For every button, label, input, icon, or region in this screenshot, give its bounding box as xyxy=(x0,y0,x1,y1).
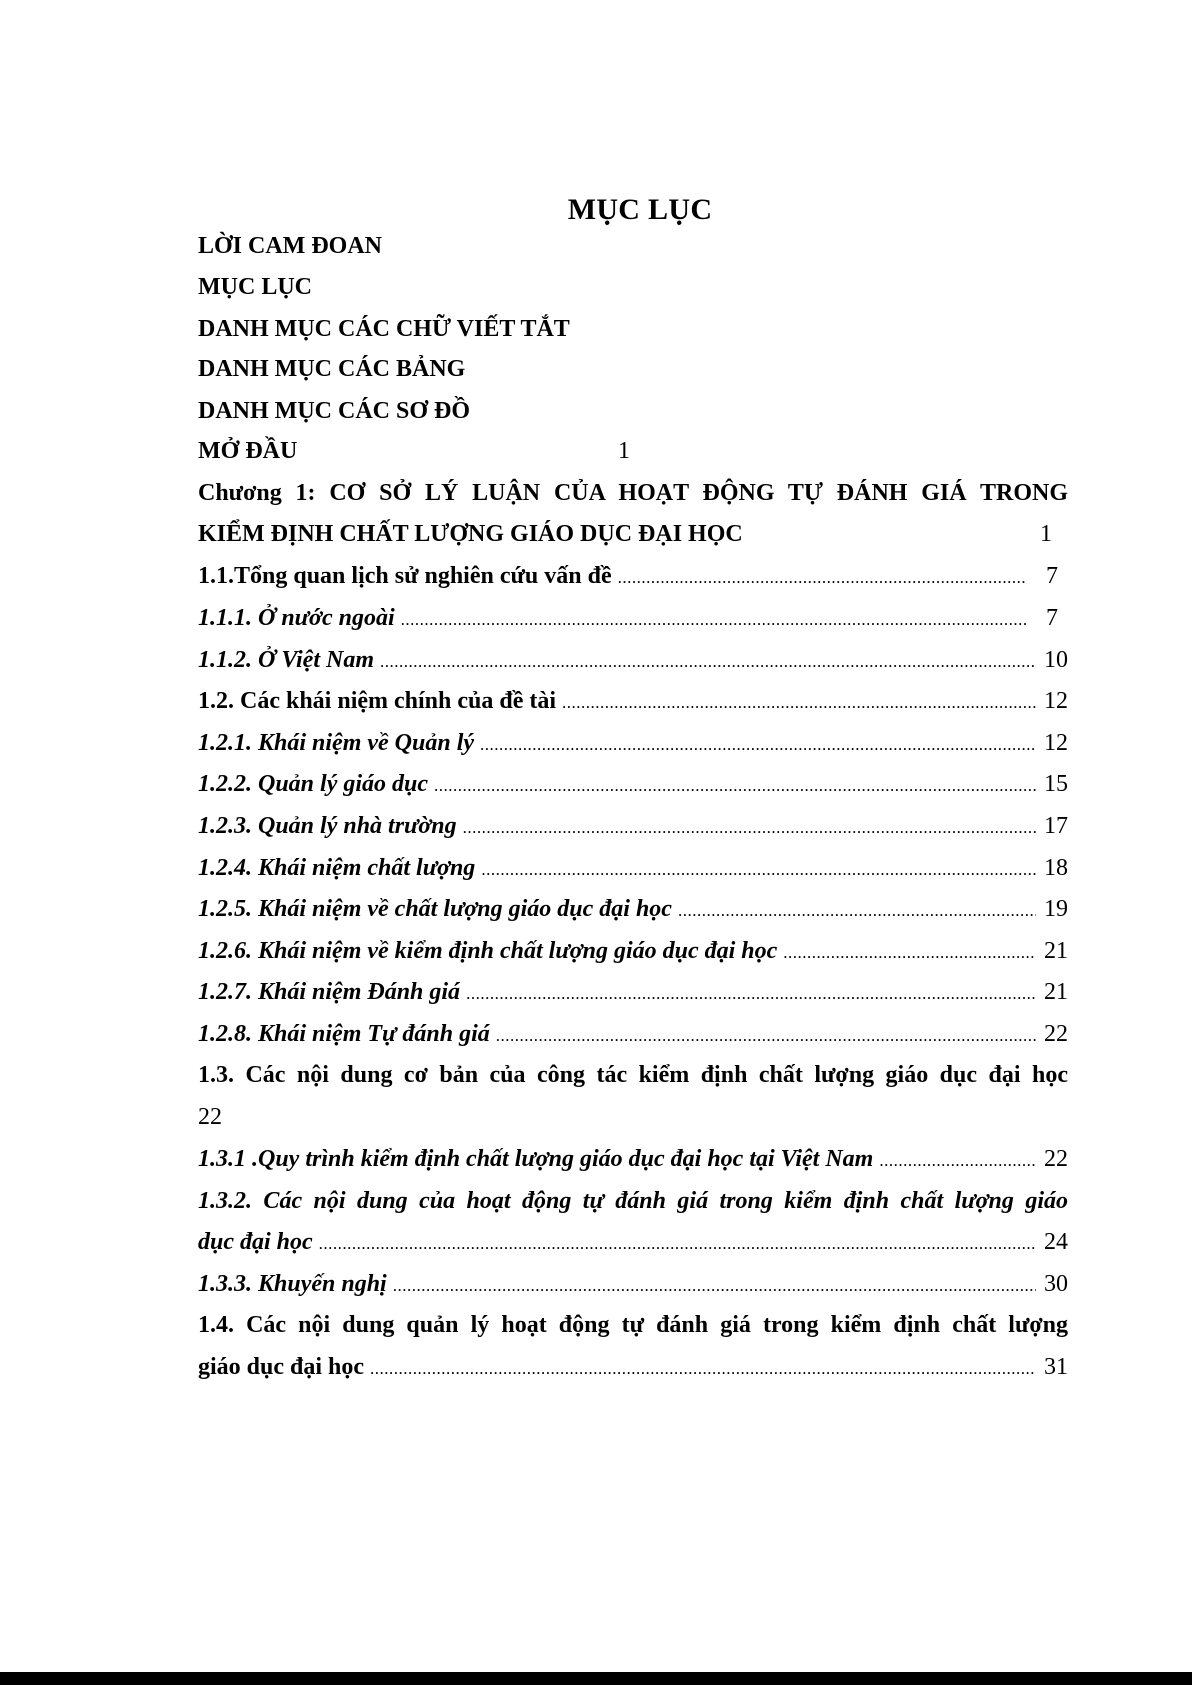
toc-entry xyxy=(198,643,1068,677)
toc-chapter-title-line2: KIỂM ĐỊNH CHẤT LƯỢNG GIÁO DỤC ĐẠI HỌC xyxy=(198,521,743,547)
toc-entry-page: 10 xyxy=(1044,647,1068,673)
toc-entry-page: 7 xyxy=(1046,605,1058,631)
page-bottom-border xyxy=(0,1672,1192,1685)
toc-intro xyxy=(198,434,1068,468)
toc-leader-dots xyxy=(678,894,1036,928)
toc-leader-dots xyxy=(393,1269,1036,1303)
toc-entry xyxy=(198,601,1058,635)
toc-chapter-page: 1 xyxy=(1040,521,1052,547)
toc-entry-page: 7 xyxy=(1046,563,1058,589)
toc-entry xyxy=(198,559,1058,593)
toc-entry xyxy=(198,1017,1068,1051)
toc-entry-page: 22 xyxy=(1044,1146,1068,1172)
toc-entry-page: 15 xyxy=(1044,771,1068,797)
toc-section-title: 1.3. Các nội dung cơ bản của công tác kiểm định chất lượng giáo dục đại học xyxy=(198,1062,1068,1088)
toc-entry-label: 1.2.8. Khái niệm Tự đánh giá xyxy=(198,1021,490,1047)
toc-leader-dots xyxy=(380,645,1036,679)
toc-entry xyxy=(198,892,1068,926)
toc-entry-label: 1.2.3. Quản lý nhà trường xyxy=(198,813,457,839)
toc-entry xyxy=(198,975,1068,1009)
toc-front-matter-item: DANH MỤC CÁC BẢNG xyxy=(198,356,466,382)
toc-entry-page: 19 xyxy=(1044,896,1068,922)
toc-entry-label: 1.2.5. Khái niệm về chất lượng giáo dục đại học xyxy=(198,896,672,922)
toc-entry-label: 1.2. Các khái niệm chính của đề tài xyxy=(198,688,557,714)
toc-intro-page: 1 xyxy=(618,438,630,464)
toc-entry xyxy=(198,1142,1068,1176)
toc-leader-dots xyxy=(463,811,1036,845)
toc-entry-label: 1.2.2. Quản lý giáo dục xyxy=(198,771,429,797)
toc-entry xyxy=(198,809,1068,843)
toc-front-matter-item: DANH MỤC CÁC CHỮ VIẾT TẮT xyxy=(198,316,570,342)
toc-entry-page: 18 xyxy=(1044,855,1068,881)
toc-leader-dots xyxy=(481,853,1036,887)
toc-leader-dots xyxy=(319,1227,1036,1261)
toc-entry xyxy=(198,851,1068,885)
toc-entry-page: 21 xyxy=(1044,938,1068,964)
toc-leader-dots xyxy=(618,561,1026,595)
toc-entry-label: 1.1.Tổng quan lịch sử nghiên cứu vấn đề xyxy=(198,563,612,589)
toc-intro-label: MỞ ĐẦU xyxy=(198,438,298,464)
toc-entry-label: 1.1.2. Ở Việt Nam xyxy=(198,647,375,673)
toc-entry xyxy=(198,934,1068,968)
toc-entry-label: 1.3.1 .Quy trình kiểm định chất lượng giáo dục đại học tại Việt Nam xyxy=(198,1146,874,1172)
toc-entry xyxy=(198,1350,1068,1384)
toc-front-matter-item: DANH MỤC CÁC SƠ ĐỒ xyxy=(198,398,470,424)
toc-leader-dots xyxy=(434,769,1036,803)
toc-entry-label: dục đại học xyxy=(198,1229,313,1255)
toc-entry-label: 1.1.1. Ở nước ngoài xyxy=(198,605,395,631)
toc-entry-page: 30 xyxy=(1044,1271,1068,1297)
toc-chapter-title-line1: Chương 1: CƠ SỞ LÝ LUẬN CỦA HOẠT ĐỘNG TỰ ĐÁNH GIÁ TRONG xyxy=(198,480,1068,506)
page-title: MỤC LỤC xyxy=(567,193,713,226)
toc-entry xyxy=(198,684,1068,718)
toc-leader-dots xyxy=(370,1352,1036,1386)
toc-entry-page: 31 xyxy=(1044,1354,1068,1380)
toc-leader-dots xyxy=(480,728,1036,762)
toc-front-matter-item: MỤC LỤC xyxy=(198,274,312,300)
toc-entry-line1: 1.3.2. Các nội dung của hoạt động tự đánh giá trong kiểm định chất lượng giáo xyxy=(198,1188,1068,1214)
toc-leader-dots xyxy=(401,603,1026,637)
toc-entry-page: 12 xyxy=(1044,730,1068,756)
toc-entry-label: 1.2.7. Khái niệm Đánh giá xyxy=(198,979,461,1005)
toc-section-title: 1.4. Các nội dung quản lý hoạt động tự đánh giá trong kiểm định chất lượng xyxy=(198,1312,1068,1338)
toc-leader-dots xyxy=(879,1144,1036,1178)
toc-entry-label: 1.2.6. Khái niệm về kiểm định chất lượng giáo dục đại học xyxy=(198,938,778,964)
toc-entry-page: 17 xyxy=(1044,813,1068,839)
toc-leader-dots xyxy=(496,1019,1036,1053)
toc-entry xyxy=(198,1225,1068,1259)
toc-entry-label: 1.2.4. Khái niệm chất lượng xyxy=(198,855,476,881)
toc-entry-page: 12 xyxy=(1044,688,1068,714)
toc-entry xyxy=(198,1267,1068,1301)
toc-leader-dots xyxy=(466,977,1036,1011)
toc-entry-page: 24 xyxy=(1044,1229,1068,1255)
toc-leader-dots xyxy=(783,936,1036,970)
toc-entry-label: giáo dục đại học xyxy=(198,1354,365,1380)
toc-entry xyxy=(198,726,1068,760)
toc-entry-label: 1.3.3. Khuyến nghị xyxy=(198,1271,387,1297)
toc-entry-label: 1.2.1. Khái niệm về Quản lý xyxy=(198,730,475,756)
toc-leader-dots xyxy=(562,686,1036,720)
toc-front-matter-item: LỜI CAM ĐOAN xyxy=(198,233,382,259)
toc-entry xyxy=(198,767,1068,801)
toc-section-page: 22 xyxy=(198,1104,222,1130)
toc-entry-page: 22 xyxy=(1044,1021,1068,1047)
toc-entry-page: 21 xyxy=(1044,979,1068,1005)
